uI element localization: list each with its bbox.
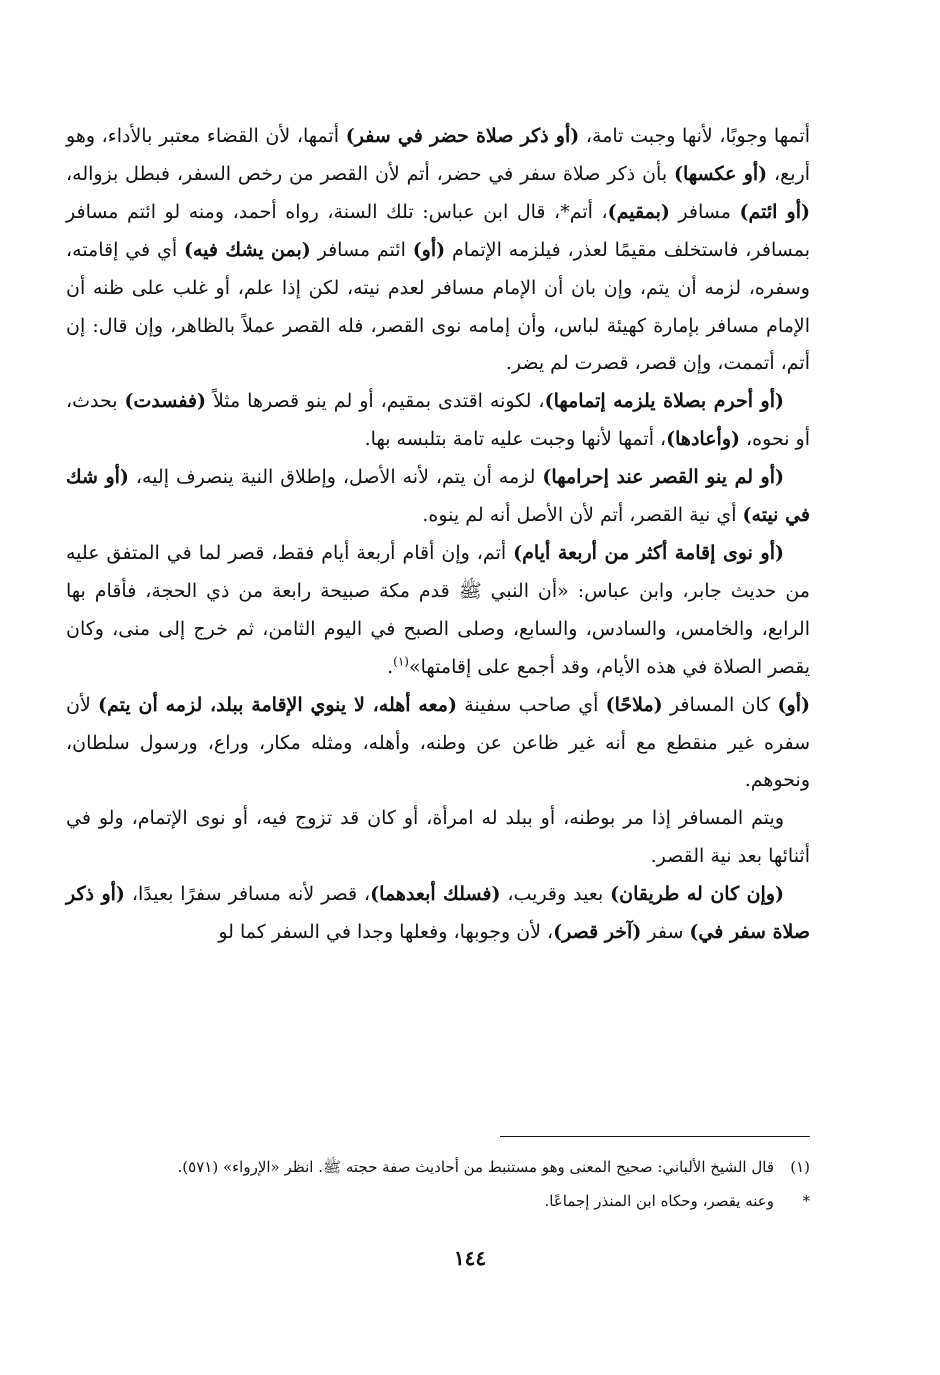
sharh-text: ائتم مسافر — [310, 238, 413, 261]
sharh-text: ، أتمها لأنها وجبت عليه تامة بتلبسه بها. — [364, 428, 667, 451]
footnote — [66, 1150, 810, 1184]
footnote-text: قال الشيخ الألباني: صحيح المعنى وهو مستنبط من أحاديث صفة حجته ﷺ. انظر «الإرواء» (٥٧١). — [177, 1158, 774, 1176]
matn-text: (أو) — [412, 238, 446, 261]
sharh-text: أي نية القصر، أتم لأن الأصل أنه لم ينوه. — [422, 504, 743, 527]
matn-text: (أو أحرم بصلاة يلزمه إتمامها) — [544, 390, 784, 413]
paragraph — [66, 800, 810, 876]
paragraph — [66, 876, 810, 952]
sharh-text: مسافر — [669, 200, 740, 223]
matn-text: (أو عكسها) — [673, 162, 768, 185]
matn-text: (ففسدت) — [124, 390, 206, 413]
matn-text: (معه أهله، لا ينوي الإقامة ببلد، لزمه أن يتم) — [98, 693, 457, 716]
sharh-text: ، أتم*، قال ابن عباس: تلك السنة، رواه أحمد، ومنه لو ائتم مسافر بمسافر، فاستخلف مقيمًا لعذر، فيلزمه الإتمام — [66, 200, 811, 261]
footnote — [66, 1184, 810, 1218]
footnote-ref: (١) — [393, 654, 409, 669]
matn-text: (ملاحًا) — [605, 693, 663, 716]
sharh-text: . — [387, 655, 394, 678]
footnote-mark: * — [802, 1192, 810, 1210]
footnote-text: وعنه يقصر، وحكاه ابن المنذر إجماعًا. — [544, 1192, 774, 1210]
sharh-text: أي في إقامته، وسفره، لزمه أن يتم، وإن بان أن الإمام مسافر لعدم نيته، لكن إذا علم، أو غلب على ظنه أن الإمام مسافر بإمارة كهيئة لباس، وأن إمامه نوى القصر، فله القصر عملاً بالظاهر، وإن قال: إن أتم، أتممت، وإن قصر، قصرت لم يضر. — [66, 238, 810, 375]
sharh-text: لزمه أن يتم، لأنه الأصل، وإطلاق النية ينصرف إليه، — [128, 466, 543, 489]
matn-text: (آخر قصر) — [553, 921, 642, 944]
paragraph — [66, 459, 810, 535]
sharh-text: ، لأن وجوبها، وفعلها وجدا في السفر كما لو — [218, 921, 554, 944]
sharh-text: ويتم المسافر إذا مر بوطنه، أو ببلد له امرأة، أو كان قد تزوج فيه، أو نوى الإتمام، ولو في أثنائها بعد نية القصر. — [66, 807, 810, 868]
sharh-text: لأن سفره غير منقطع مع أنه غير ظاعن عن وطنه، وأهله، ومثله مكار، وراع، ورسول سلطان، ونحوهم. — [66, 693, 810, 792]
paragraph — [66, 687, 810, 801]
matn-text: (أو نوى إقامة أكثر من أربعة أيام) — [513, 541, 784, 564]
footnotes — [66, 1150, 810, 1218]
matn-text: (أو لم ينو القصر عند إحرامها) — [542, 466, 784, 489]
sharh-text: أتمها، لأن القضاء معتبر بالأداء، وهو أربع، — [66, 125, 810, 185]
sharh-text: سفر — [641, 921, 690, 944]
matn-text: (بمن يشك فيه) — [183, 238, 311, 261]
matn-text: (بمقيم) — [607, 200, 670, 223]
paragraph — [66, 118, 810, 383]
page-number: ١٤٤ — [453, 1246, 487, 1270]
sharh-text: أتم، وإن أقام أربعة أيام فقط، قصر لما في المتفق عليه من حديث جابر، وابن عباس: «أن النبي ﷺ قدم مكة صبيحة رابعة من ذي الحجة، فأقام بها الرابع، والخامس، والسادس، والسابع، وصلى الصبح في اليوم الثامن، ثم خرج إلى منى، وكان يقصر الصلاة في هذه الأيام، وقد أجمع على إقامتها» — [66, 541, 810, 678]
sharh-text: ، قصر لأنه مسافر سفرًا بعيدًا، — [124, 883, 371, 906]
sharh-text: أي صاحب سفينة — [456, 693, 606, 716]
matn-text: (أو) — [777, 693, 810, 716]
sharh-text: بعيد وقريب، — [500, 883, 611, 906]
sharh-text: كان المسافر — [662, 693, 778, 716]
sharh-text: أتمها وجوبًا، لأنها وجبت تامة، — [579, 125, 811, 147]
matn-text: (أو ذكر صلاة حضر في سفر) — [345, 125, 580, 147]
matn-text: (أو ذكر صلاة سفر في) — [66, 883, 810, 944]
paragraph — [66, 535, 810, 687]
paragraph — [66, 383, 810, 459]
footnote-divider — [500, 1136, 810, 1137]
matn-text: (وإن كان له طريقان) — [610, 883, 784, 906]
matn-text: (أو ائتم) — [739, 200, 811, 223]
matn-text: (فسلك أبعدهما) — [370, 883, 501, 906]
sharh-text: ، لكونه اقتدى بمقيم، أو لم ينو قصرها مثلاً — [206, 390, 545, 413]
footnote-mark: (١) — [790, 1158, 810, 1176]
sharh-text: بحدث، أو نحوه، — [66, 390, 810, 451]
sharh-text: بأن ذكر صلاة سفر في حضر، أتم لأن القصر من رخص السفر، فبطل بزواله، — [66, 162, 674, 185]
matn-text: (أو شك في نيته) — [66, 466, 810, 527]
main-text — [66, 118, 810, 952]
matn-text: (وأعادها) — [666, 428, 740, 451]
